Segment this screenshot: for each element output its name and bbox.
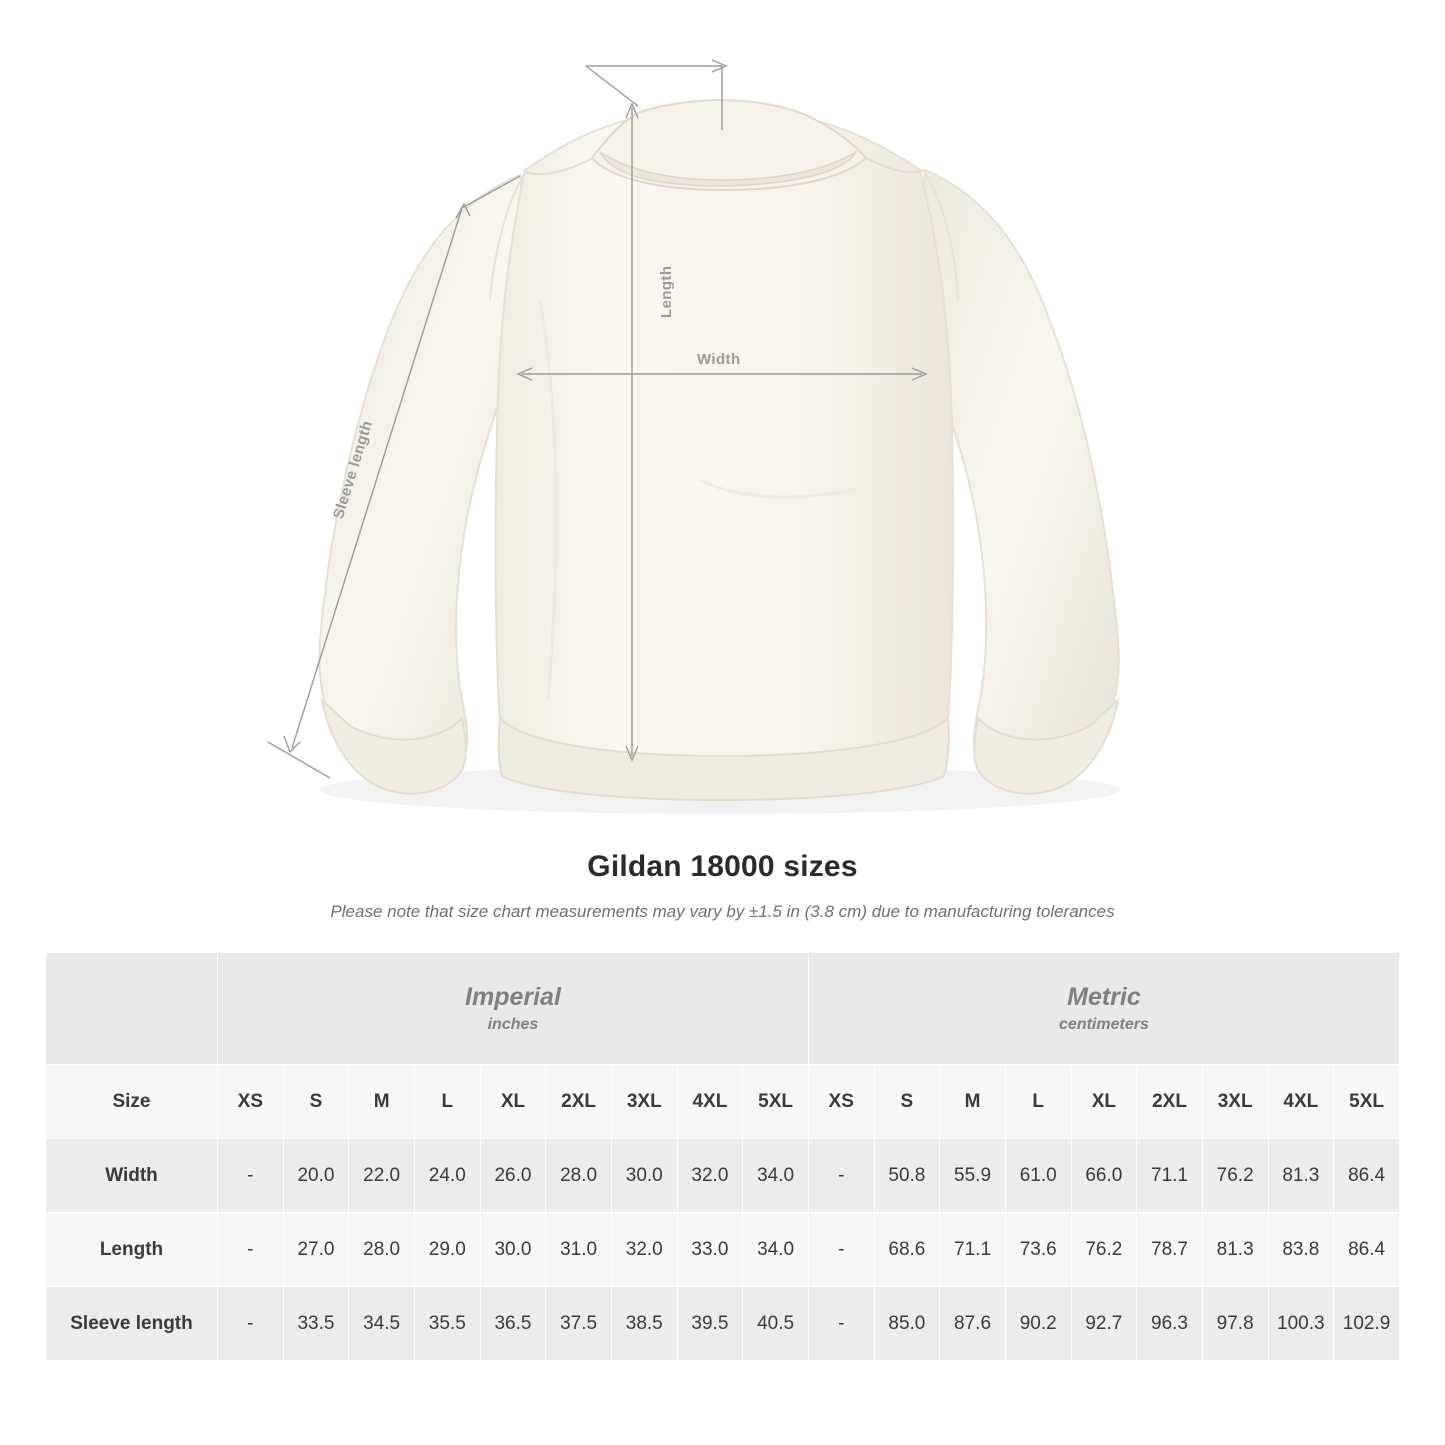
- column-header-imperial-5xl: 5XL: [743, 1065, 809, 1139]
- column-header-metric-l: L: [1005, 1065, 1071, 1139]
- cell-length-metric-m: 71.1: [940, 1213, 1006, 1287]
- table-row: [46, 1213, 1400, 1287]
- cell-sleeve-metric-5xl: 102.9: [1334, 1287, 1400, 1361]
- system-header-metric: [808, 953, 1399, 1065]
- cell-width-metric-4xl: 81.3: [1268, 1139, 1334, 1213]
- table-row: [46, 1287, 1400, 1361]
- tolerance-note: Please note that size chart measurements may vary by ±1.5 in (3.8 cm) due to manufacturing tolerances: [330, 902, 1115, 921]
- cell-length-imperial-5xl: 34.0: [743, 1213, 809, 1287]
- cell-length-metric-xl: 76.2: [1071, 1213, 1137, 1287]
- system-name-imperial: Imperial: [465, 983, 561, 1012]
- cell-length-metric-2xl: 78.7: [1137, 1213, 1203, 1287]
- column-header-metric-2xl: 2XL: [1137, 1065, 1203, 1139]
- cell-sleeve-imperial-l: 35.5: [414, 1287, 480, 1361]
- cell-length-metric-5xl: 86.4: [1334, 1213, 1400, 1287]
- cell-length-imperial-2xl: 31.0: [546, 1213, 612, 1287]
- column-header-imperial-l: L: [414, 1065, 480, 1139]
- cell-length-imperial-4xl: 33.0: [677, 1213, 743, 1287]
- column-header-metric-xl: XL: [1071, 1065, 1137, 1139]
- column-header-imperial-s: S: [283, 1065, 349, 1139]
- column-header-size: Size: [46, 1065, 218, 1139]
- cell-sleeve-metric-2xl: 96.3: [1137, 1287, 1203, 1361]
- table-row: [46, 1139, 1400, 1213]
- column-header-imperial-xs: XS: [218, 1065, 284, 1139]
- sleeve-length-dimension-label: Sleeve length: [330, 418, 377, 521]
- cell-sleeve-imperial-m: 34.5: [349, 1287, 415, 1361]
- column-header-metric-5xl: 5XL: [1334, 1065, 1400, 1139]
- column-header-metric-s: S: [874, 1065, 940, 1139]
- cell-width-metric-s: 50.8: [874, 1139, 940, 1213]
- system-header-spacer: [46, 953, 218, 1065]
- cell-sleeve-metric-4xl: 100.3: [1268, 1287, 1334, 1361]
- cell-sleeve-metric-s: 85.0: [874, 1287, 940, 1361]
- row-label-width: Width: [46, 1139, 218, 1213]
- cell-length-imperial-xs: -: [218, 1213, 284, 1287]
- row-label-sleeve-length: Sleeve length: [46, 1287, 218, 1361]
- cell-length-imperial-s: 27.0: [283, 1213, 349, 1287]
- cell-length-metric-xs: -: [808, 1213, 874, 1287]
- system-unit-imperial: inches: [487, 1015, 539, 1033]
- column-header-metric-xs: XS: [808, 1065, 874, 1139]
- column-header-metric-4xl: 4XL: [1268, 1065, 1334, 1139]
- cell-sleeve-metric-xs: -: [808, 1287, 874, 1361]
- system-unit-metric: centimeters: [1059, 1015, 1149, 1033]
- cell-length-imperial-xl: 30.0: [480, 1213, 546, 1287]
- cell-width-metric-5xl: 86.4: [1334, 1139, 1400, 1213]
- cell-width-metric-xs: -: [808, 1139, 874, 1213]
- cell-width-metric-m: 55.9: [940, 1139, 1006, 1213]
- system-name-metric: Metric: [1067, 983, 1141, 1012]
- cell-length-metric-l: 73.6: [1005, 1213, 1071, 1287]
- column-header-imperial-4xl: 4XL: [677, 1065, 743, 1139]
- column-header-imperial-3xl: 3XL: [611, 1065, 677, 1139]
- cell-width-metric-3xl: 76.2: [1202, 1139, 1268, 1213]
- cell-length-imperial-l: 29.0: [414, 1213, 480, 1287]
- cell-width-metric-2xl: 71.1: [1137, 1139, 1203, 1213]
- cell-length-metric-s: 68.6: [874, 1213, 940, 1287]
- cell-length-metric-4xl: 83.8: [1268, 1213, 1334, 1287]
- cell-width-metric-l: 61.0: [1005, 1139, 1071, 1213]
- cell-width-metric-xl: 66.0: [1071, 1139, 1137, 1213]
- cell-sleeve-imperial-2xl: 37.5: [546, 1287, 612, 1361]
- width-dimension-label: Width: [697, 351, 741, 368]
- cell-width-imperial-xs: -: [218, 1139, 284, 1213]
- size-table-wrapper: [0, 952, 1445, 1361]
- title-block: [0, 850, 1445, 922]
- column-header-metric-3xl: 3XL: [1202, 1065, 1268, 1139]
- cell-width-imperial-4xl: 32.0: [677, 1139, 743, 1213]
- page-title: Gildan 18000 sizes: [587, 850, 858, 883]
- size-header-row: [46, 1065, 1400, 1139]
- cell-width-imperial-2xl: 28.0: [546, 1139, 612, 1213]
- length-dimension-label: Length: [658, 265, 675, 318]
- cell-sleeve-imperial-xl: 36.5: [480, 1287, 546, 1361]
- column-header-imperial-2xl: 2XL: [546, 1065, 612, 1139]
- system-header-row: [46, 953, 1400, 1065]
- cell-sleeve-metric-3xl: 97.8: [1202, 1287, 1268, 1361]
- cell-width-imperial-xl: 26.0: [480, 1139, 546, 1213]
- cell-width-imperial-l: 24.0: [414, 1139, 480, 1213]
- cell-sleeve-imperial-4xl: 39.5: [677, 1287, 743, 1361]
- cell-width-imperial-s: 20.0: [283, 1139, 349, 1213]
- size-table: [45, 952, 1400, 1361]
- cell-sleeve-imperial-xs: -: [218, 1287, 284, 1361]
- cell-length-imperial-3xl: 32.0: [611, 1213, 677, 1287]
- cell-sleeve-imperial-3xl: 38.5: [611, 1287, 677, 1361]
- row-label-length: Length: [46, 1213, 218, 1287]
- column-header-imperial-xl: XL: [480, 1065, 546, 1139]
- system-header-imperial: [218, 953, 809, 1065]
- cell-length-imperial-m: 28.0: [349, 1213, 415, 1287]
- cell-sleeve-metric-xl: 92.7: [1071, 1287, 1137, 1361]
- cell-sleeve-imperial-5xl: 40.5: [743, 1287, 809, 1361]
- column-header-imperial-m: M: [349, 1065, 415, 1139]
- cell-width-imperial-3xl: 30.0: [611, 1139, 677, 1213]
- cell-sleeve-metric-m: 87.6: [940, 1287, 1006, 1361]
- column-header-metric-m: M: [940, 1065, 1006, 1139]
- cell-width-imperial-5xl: 34.0: [743, 1139, 809, 1213]
- cell-length-metric-3xl: 81.3: [1202, 1213, 1268, 1287]
- cell-width-imperial-m: 22.0: [349, 1139, 415, 1213]
- cell-sleeve-metric-l: 90.2: [1005, 1287, 1071, 1361]
- cell-sleeve-imperial-s: 33.5: [283, 1287, 349, 1361]
